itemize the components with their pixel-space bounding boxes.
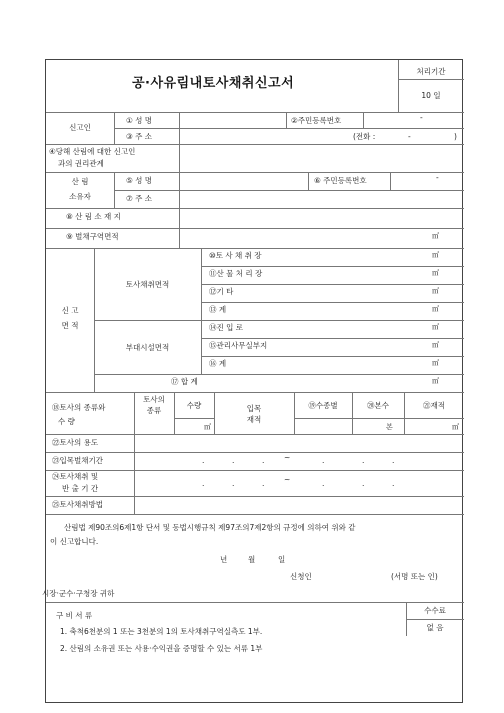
- processing-period-value: 10 일: [421, 91, 441, 100]
- owner-section-line2: 소유자: [69, 192, 91, 201]
- reporter-phone-label: (전화 :: [353, 132, 376, 141]
- soil-kind-qty-line1: ⑱토사의 종류와: [52, 403, 106, 412]
- soil-row-2-unit: ㎡: [432, 269, 439, 277]
- soil-kind-line1: 토사의: [143, 395, 165, 404]
- reporter-phone-close: ): [454, 132, 457, 141]
- fee-label: 수수료: [424, 606, 446, 615]
- addressee: 시장·군수·구청장 귀하: [42, 589, 115, 598]
- aux-row-2: ⑮관리사무실부지: [209, 341, 268, 350]
- timber-volume-line1: 입목: [246, 404, 262, 413]
- report-form: [42, 59, 463, 703]
- report-area-line2: 면 적: [61, 321, 79, 330]
- relation-label-line1: ④당해 산림에 대한 신고인: [49, 147, 136, 156]
- total-area-label: ⑰ 합 계: [171, 377, 198, 386]
- reporter-section-label: 신고인: [69, 123, 91, 132]
- extract-period-line2: 반 출 기 간: [62, 484, 99, 493]
- cut-period-label: ㉓입목벌채기간: [52, 456, 103, 465]
- aux-row-3-unit: ㎡: [432, 359, 439, 367]
- extract-period-line1: ㉔토사채취 및: [52, 472, 99, 481]
- document-item-1: 1. 축척6천분의 1 또는 3천분의 1의 토사채취구역실측도 1부.: [60, 627, 263, 636]
- reporter-name-label: ① 성 명: [126, 116, 152, 125]
- cut-period-dot-3: .: [262, 456, 265, 465]
- extract-period-dot-1: .: [202, 479, 205, 488]
- fee-value: 없 음: [426, 623, 444, 632]
- owner-rrn-dash: -: [436, 173, 439, 182]
- applicant-label: 신청인: [290, 572, 312, 581]
- date-year: 년: [220, 555, 228, 564]
- soil-row-4: ⑬ 계: [209, 305, 227, 314]
- documents-title: 구 비 서 류: [56, 611, 93, 620]
- soil-kind-line2: 종류: [146, 406, 162, 415]
- cut-area-label: ⑨ 벌채구역면적: [66, 232, 119, 241]
- timber-volume-line2: 재적: [246, 415, 262, 424]
- tree-volume-unit: ㎡: [452, 423, 459, 431]
- statement-line2: 이 신고합니다.: [50, 537, 99, 546]
- owner-rrn-label: ⑥ 주민등록번호: [314, 176, 367, 185]
- relation-label-line2: 과의 권리관계: [58, 159, 104, 168]
- cut-period-dash: ~: [284, 453, 291, 462]
- tree-count-unit: 본: [386, 423, 393, 431]
- extract-period-dot-2: .: [232, 479, 235, 488]
- extract-period-dot-3: .: [262, 479, 265, 488]
- reporter-address-label: ③ 주 소: [126, 132, 152, 141]
- forest-location-label: ⑧ 산 림 소 재 지: [66, 212, 121, 221]
- extract-period-dot-6: .: [392, 479, 395, 488]
- statement-line1: 산림법 제90조의6제1항 단서 및 동법시행규칙 제97조의7제2항의 규정에 의하여 위와 같: [64, 523, 356, 532]
- soil-quantity-unit: ㎡: [204, 423, 211, 431]
- reporter-phone-dash: -: [408, 132, 411, 141]
- reporter-rrn-dash: -: [420, 113, 423, 122]
- soil-quantity-label: 수량: [186, 401, 202, 410]
- processing-period-label: 처리기간: [416, 67, 446, 76]
- soil-row-1-unit: ㎡: [432, 251, 439, 259]
- cut-period-dot-2: .: [232, 456, 235, 465]
- tree-species-label: ⑲수종별: [308, 401, 338, 410]
- aux-row-1: ⑭진 입 로: [209, 323, 244, 332]
- document-item-2: 2. 산림의 소유권 또는 사용·수익권을 증명할 수 있는 서류 1부: [60, 644, 263, 653]
- soil-row-3: ⑫기 타: [209, 287, 234, 296]
- date-day: 일: [278, 555, 286, 564]
- cut-period-dot-1: .: [202, 456, 205, 465]
- date-month: 월: [248, 555, 256, 564]
- soil-row-1: ⑩토 사 채 취 장: [209, 251, 262, 260]
- aux-row-2-unit: ㎡: [432, 341, 439, 349]
- total-area-unit: ㎡: [432, 377, 439, 385]
- cut-area-unit: ㎡: [432, 232, 439, 240]
- owner-address-label: ⑦ 주 소: [126, 194, 152, 203]
- reporter-rrn-label: ②주민등록번호: [291, 116, 342, 125]
- soil-kind-qty-line2: 수 량: [58, 417, 75, 426]
- extract-method-label: ㉕토사채취방법: [52, 500, 103, 509]
- extract-period-dot-5: .: [362, 479, 365, 488]
- cut-period-dot-4: .: [322, 456, 325, 465]
- extract-period-dot-4: .: [322, 479, 325, 488]
- aux-row-3: ⑯ 계: [209, 359, 227, 368]
- aux-row-1-unit: ㎡: [432, 323, 439, 331]
- extract-period-dash: ~: [284, 475, 291, 484]
- tree-volume-label: ㉑재적: [423, 401, 445, 410]
- form-title: 공·사유림내토사채취신고서: [132, 76, 295, 91]
- owner-section-line1: 산 림: [71, 177, 89, 186]
- soil-row-4-unit: ㎡: [432, 305, 439, 313]
- tree-count-label: ⑳본수: [367, 401, 389, 410]
- soil-row-3-unit: ㎡: [432, 287, 439, 295]
- aux-area-group-label: 부대시설면적: [125, 343, 170, 352]
- soil-use-label: ㉒토사의 용도: [52, 438, 99, 447]
- owner-name-label: ⑤ 성 명: [126, 176, 152, 185]
- signature-label: (서명 또는 인): [391, 572, 438, 581]
- cut-period-dot-5: .: [362, 456, 365, 465]
- cut-period-dot-6: .: [392, 456, 395, 465]
- report-area-line1: 신 고: [61, 306, 79, 315]
- soil-area-group-label: 토사채취면적: [125, 280, 170, 289]
- soil-row-2: ⑪산 물 처 리 장: [209, 269, 263, 278]
